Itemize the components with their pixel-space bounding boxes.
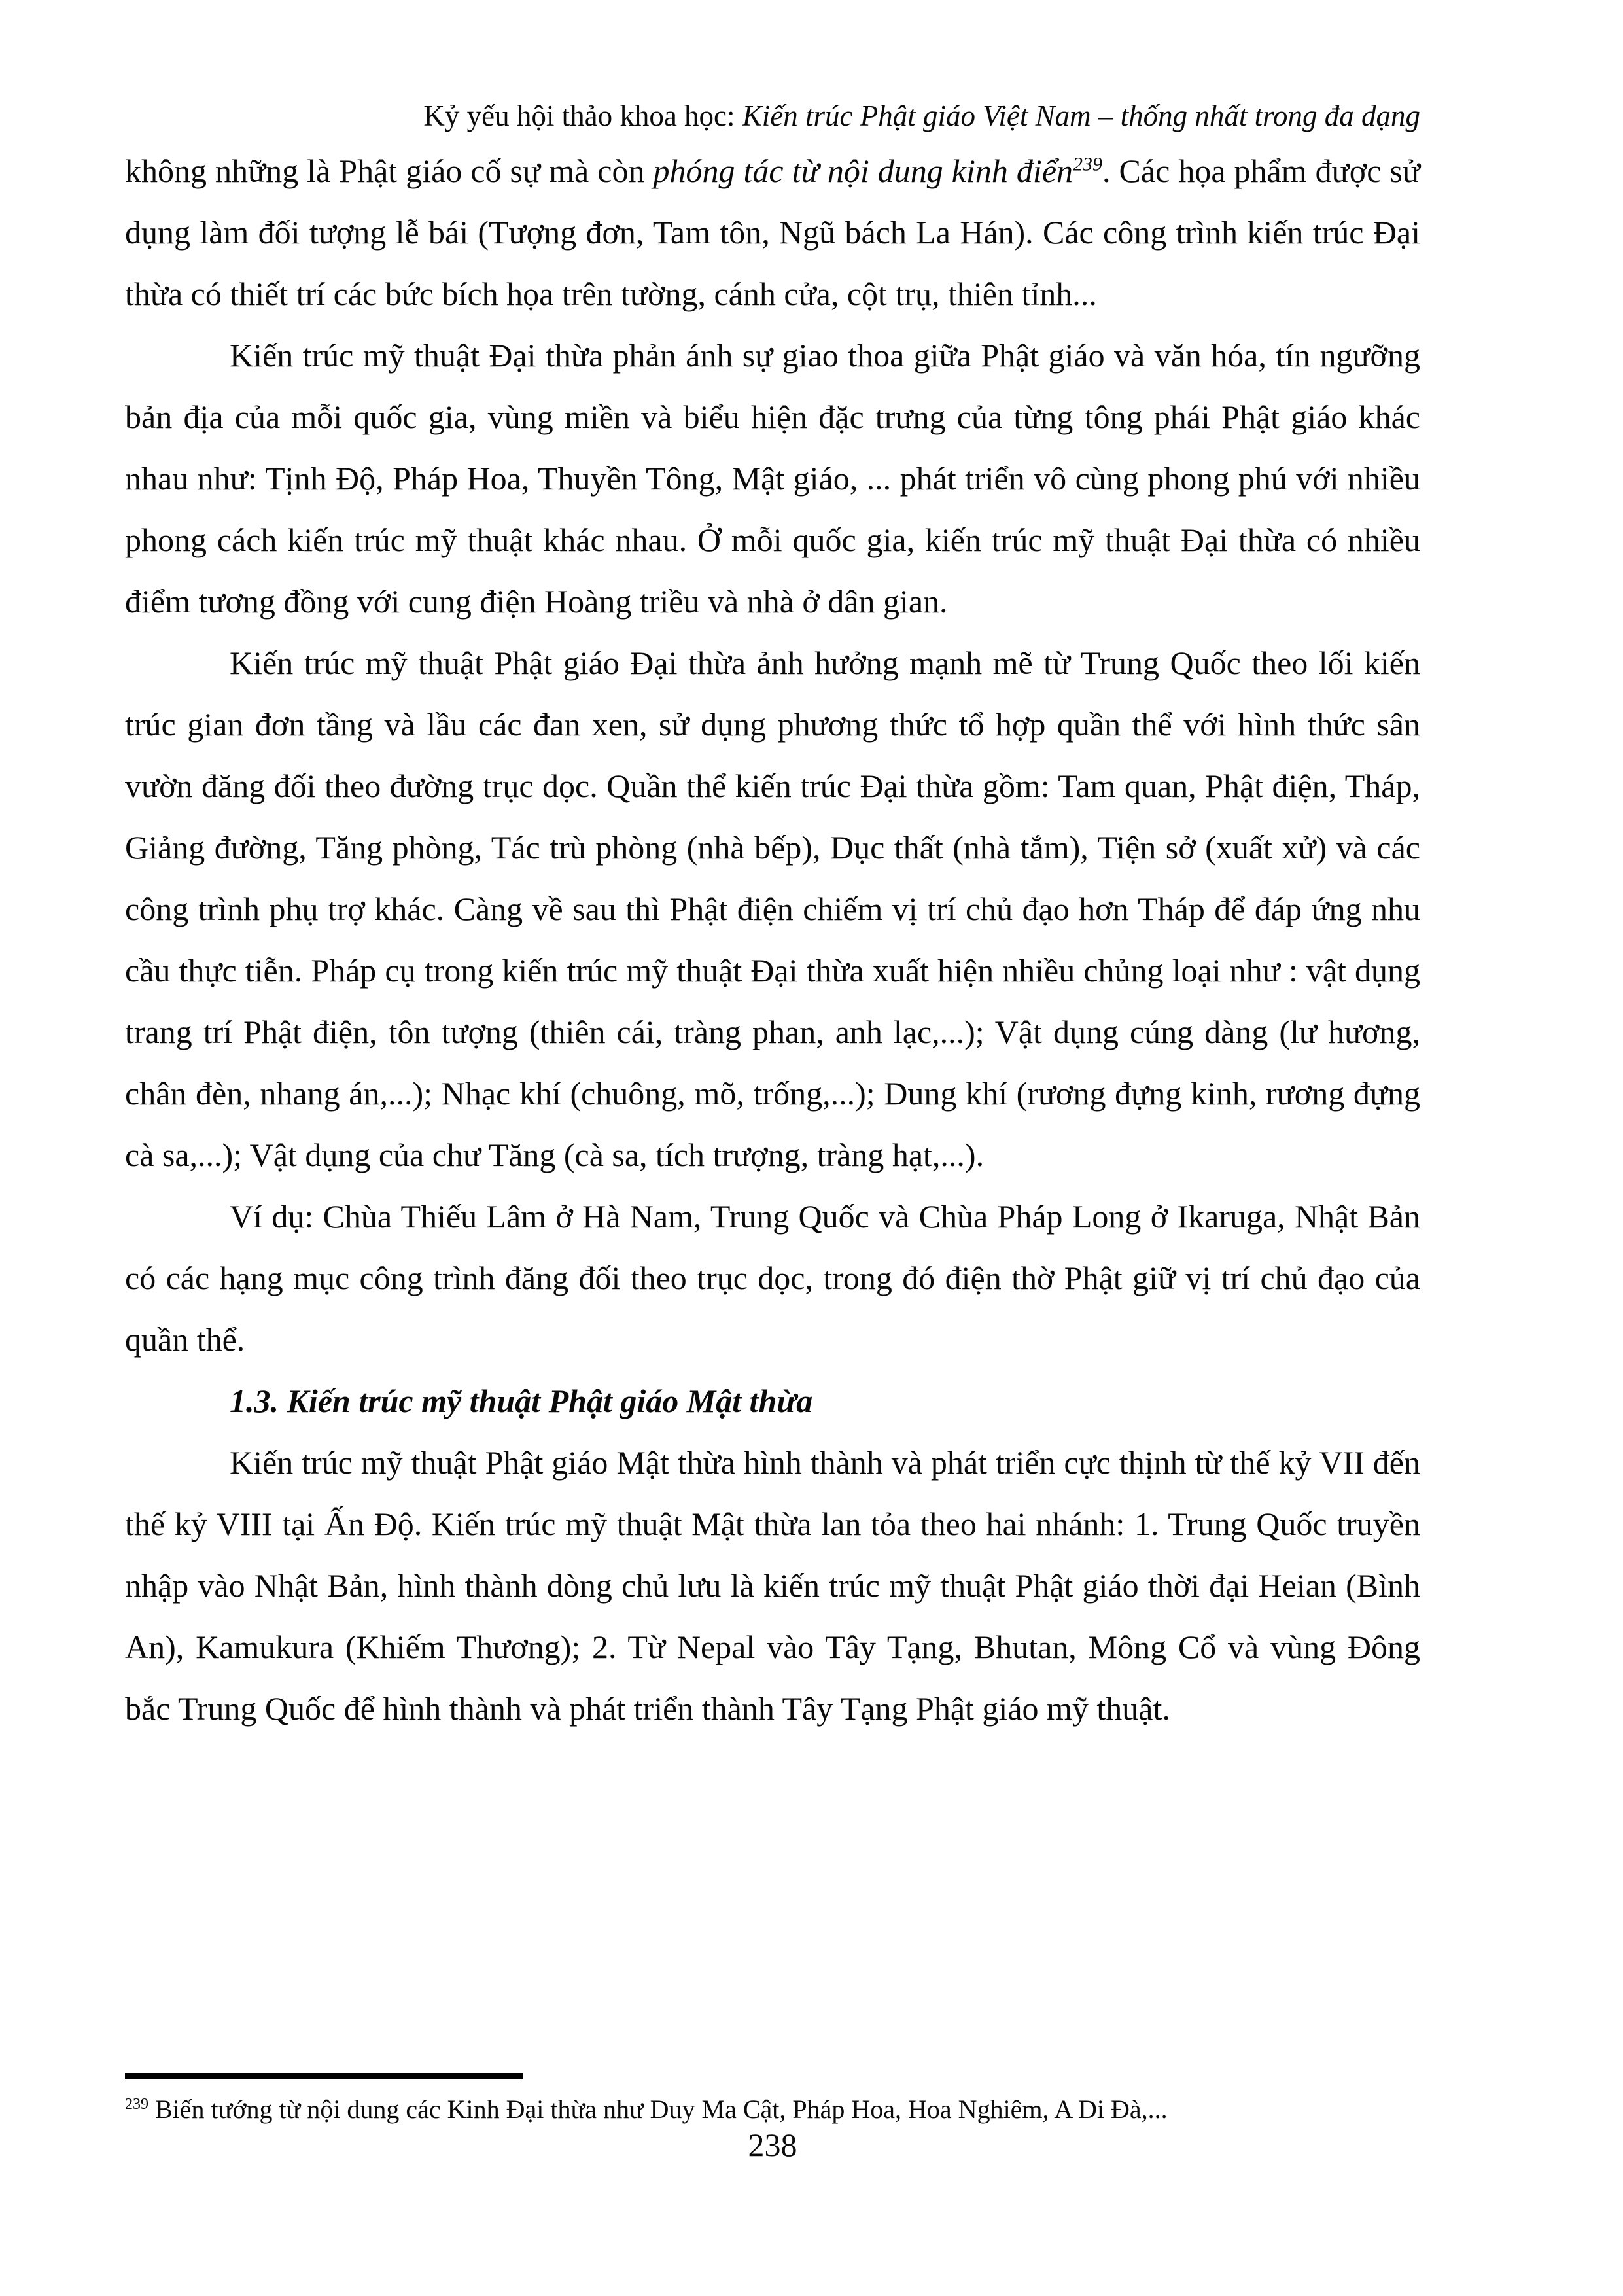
para1-text-end: . Các họa phẩm được sử dụng làm đối tượng lễ bái (Tượng đơn, Tam tôn, Ngũ bách La Hán). Các công trình kiến trúc Đại thừa có thiết trí các bức bích họa trên tường, cánh cửa, cột trụ, thiên tỉnh... — [125, 152, 1420, 312]
footnote — [125, 2091, 1420, 2128]
paragraph: Kiến trúc mỹ thuật Phật giáo Đại thừa ảnh hưởng mạnh mẽ từ Trung Quốc theo lối kiến trúc gian đơn tầng và lầu các đan xen, sử dụng phương thức tổ hợp quần thể với hình thức sân vườn đăng đối theo đường trục dọc. Quần thể kiến trúc Đại thừa gồm: Tam quan, Phật điện, Tháp, Giảng đường, Tăng phòng, Tác trù phòng (nhà bếp), Dục thất (nhà tắm), Tiện sở (xuất xử) và các công trình phụ trợ khác. Càng về sau thì Phật điện chiếm vị trí chủ đạo hơn Tháp để đáp ứng nhu cầu thực tiễn. Pháp cụ trong kiến trúc mỹ thuật Đại thừa xuất hiện nhiều chủng loại như : vật dụng trang trí Phật điện, tôn tượng (thiên cái, tràng phan, anh lạc,...); Vật dụng cúng dàng (lư hương, chân đèn, nhang án,...); Nhạc khí (chuông, mõ, trống,...); Dung khí (rương đựng kinh, rương đựng cà sa,...); Vật dụng của chư Tăng (cà sa, tích trượng, tràng hạt,...). — [125, 645, 1420, 1173]
footnote-number: 239 — [125, 2095, 148, 2113]
footnote-text: Biến tướng từ nội dung các Kinh Đại thừa như Duy Ma Cật, Pháp Hoa, Hoa Nghiêm, A Di Đà,... — [155, 2094, 1168, 2124]
running-header — [125, 97, 1420, 135]
section-heading-1-3: 1.3. Kiến trúc mỹ thuật Phật giáo Mật thừa — [230, 1383, 813, 1419]
body-text — [125, 140, 1420, 1739]
footnote-reference-239: 239 — [1073, 153, 1103, 175]
page-number: 238 — [748, 2127, 797, 2163]
running-header-prefix: Kỷ yếu hội thảo khoa học: — [423, 99, 742, 132]
para1-text-start: không những là Phật giáo cố sự mà còn — [125, 152, 654, 189]
paragraph: Kiến trúc mỹ thuật Phật giáo Mật thừa hình thành và phát triển cực thịnh từ thế kỷ VII đến thế kỷ VIII tại Ấn Độ. Kiến trúc mỹ thuật Mật thừa lan tỏa theo hai nhánh: 1. Trung Quốc truyền nhập vào Nhật Bản, hình thành dòng chủ lưu là kiến trúc mỹ thuật Phật giáo thời đại Heian (Bình An), Kamukura (Khiếm Thương); 2. Từ Nepal vào Tây Tạng, Bhutan, Mông Cổ và vùng Đông bắc Trung Quốc để hình thành và phát triển thành Tây Tạng Phật giáo mỹ thuật. — [125, 1444, 1420, 1727]
paragraph: Ví dụ: Chùa Thiếu Lâm ở Hà Nam, Trung Quốc và Chùa Pháp Long ở Ikaruga, Nhật Bản có các hạng mục công trình đăng đối theo trục dọc, trong đó điện thờ Phật giữ vị trí chủ đạo của quần thể. — [125, 1198, 1420, 1358]
running-header-title: Kiến trúc Phật giáo Việt Nam – thống nhất trong đa dạng — [742, 99, 1420, 132]
paragraph: Kiến trúc mỹ thuật Đại thừa phản ánh sự giao thoa giữa Phật giáo và văn hóa, tín ngưỡng bản địa của mỗi quốc gia, vùng miền và biểu hiện đặc trưng của từng tông phái Phật giáo khác nhau như: Tịnh Độ, Pháp Hoa, Thuyền Tông, Mật giáo, ... phát triển vô cùng phong phú với nhiều phong cách kiến trúc mỹ thuật khác nhau. Ở mỗi quốc gia, kiến trúc mỹ thuật Đại thừa có nhiều điểm tương đồng với cung điện Hoàng triều và nhà ở dân gian. — [125, 337, 1420, 620]
paragraph-continuation — [125, 140, 1420, 325]
footnote-separator-rule — [125, 2073, 523, 2079]
para1-italic-phrase: phóng tác từ nội dung kinh điển — [653, 152, 1073, 189]
